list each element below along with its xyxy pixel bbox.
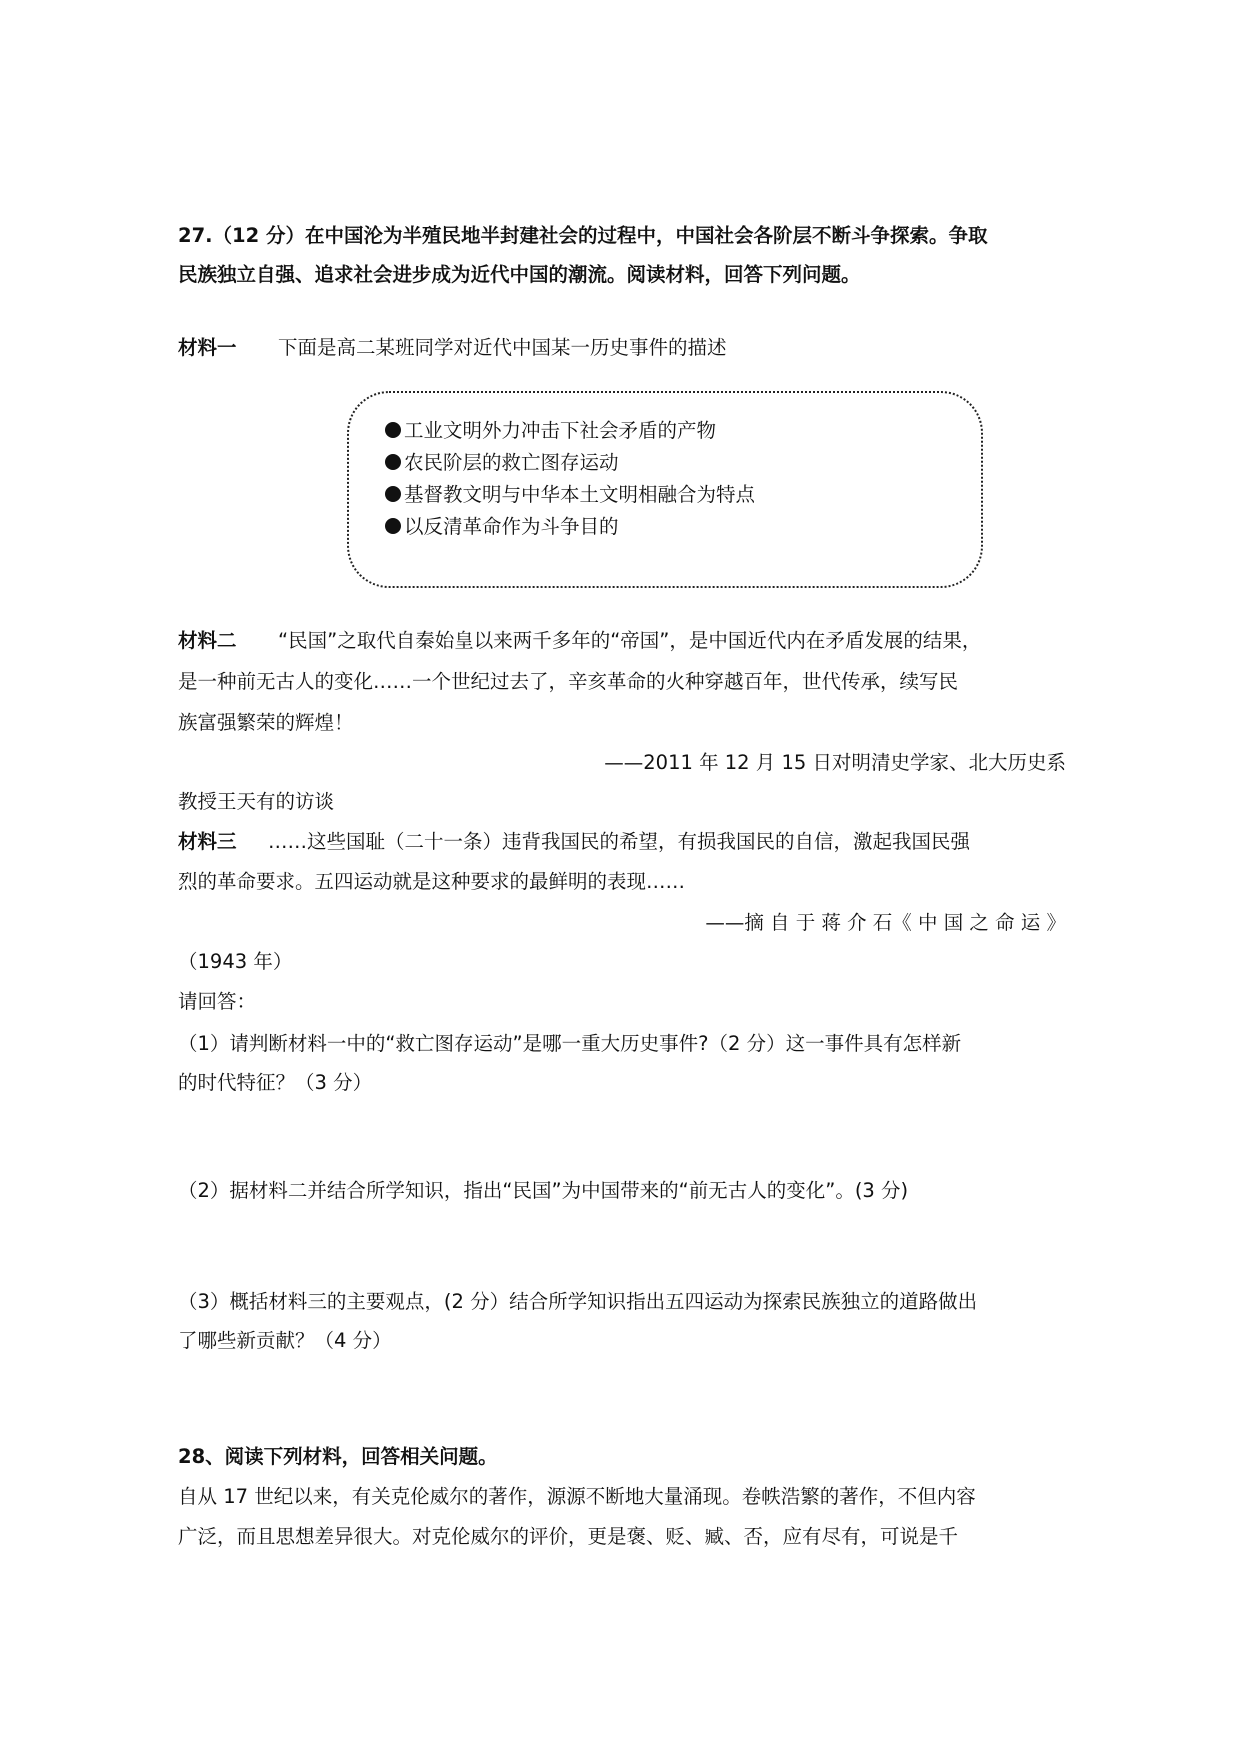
question-1-line1: （1）请判断材料一中的“救亡图存运动”是哪一重大历史事件?（2 分）这一事件具有怎样新 bbox=[178, 1032, 962, 1055]
material-1 bbox=[178, 336, 727, 360]
material-2-source-cont: 教授王天有的访谈 bbox=[178, 790, 335, 813]
material-1-label: 材料一 bbox=[178, 336, 237, 359]
question-3-line1: （3）概括材料三的主要观点，(2 分）结合所学知识指出五四运动为探索民族独立的道路做出 bbox=[178, 1290, 978, 1313]
bullet-dot-icon bbox=[385, 518, 401, 534]
material-3-source: ——摘 自 于 蒋 介 石《 中 国 之 命 运 》 bbox=[705, 911, 1066, 934]
material-3-line1: 材料三 ……这些国耻（二十一条）违背我国民的希望，有损我国民的自信，激起我国民强 bbox=[178, 830, 971, 853]
material-2-line2: 是一种前无古人的变化……一个世纪过去了，辛亥革命的火种穿越百年，世代传承，续写民 bbox=[178, 670, 959, 693]
material-1-text: 下面是高二某班同学对近代中国某一历史事件的描述 bbox=[278, 336, 727, 359]
bullet-dot-icon bbox=[385, 486, 401, 502]
bullet-dot-icon bbox=[385, 454, 401, 470]
question-1-line2: 的时代特征？（3 分） bbox=[178, 1071, 373, 1094]
material-2-source: ——2011 年 12 月 15 日对明清史学家、北大历史系 bbox=[604, 751, 1066, 774]
bullet-item: 工业文明外力冲击下社会矛盾的产物 bbox=[385, 419, 716, 443]
bullet-dot-icon bbox=[385, 422, 401, 438]
bullet-item: 基督教文明与中华本土文明相融合为特点 bbox=[385, 483, 755, 507]
material-3-label: 材料三 bbox=[178, 830, 237, 853]
material-3-source-cont: （1943 年） bbox=[178, 950, 293, 973]
bullet-item: 农民阶层的救亡图存运动 bbox=[385, 451, 619, 475]
material-2-line1: 材料二 “民国”之取代自秦始皇以来两千多年的“帝国”，是中国近代内在矛盾发展的结果， bbox=[178, 629, 982, 652]
material-2-line3: 族富强繁荣的辉煌！ bbox=[178, 711, 354, 734]
q28-line2: 广泛，而且思想差异很大。对克伦威尔的评价，更是褒、贬、臧、否，应有尽有，可说是千 bbox=[178, 1525, 959, 1548]
material-3-line2: 烈的革命要求。五四运动就是这种要求的最鲜明的表现…… bbox=[178, 870, 686, 893]
answer-prompt: 请回答： bbox=[178, 990, 257, 1013]
q27-intro-line2: 民族独立自强、追求社会进步成为近代中国的潮流。阅读材料，回答下列问题。 bbox=[178, 263, 861, 286]
q28-title: 28、阅读下列材料，回答相关问题。 bbox=[178, 1445, 498, 1468]
q28-line1: 自从 17 世纪以来，有关克伦威尔的著作，源源不断地大量涌现。卷帙浩繁的著作，不但内容 bbox=[178, 1485, 976, 1508]
bullet-item: 以反清革命作为斗争目的 bbox=[385, 515, 619, 539]
q27-intro-line1: 27.（12 分）在中国沦为半殖民地半封建社会的过程中，中国社会各阶层不断斗争探索。争取 bbox=[178, 224, 988, 247]
question-2: （2）据材料二并结合所学知识，指出“民国”为中国带来的“前无古人的变化”。(3 分) bbox=[178, 1179, 909, 1202]
question-3-line2: 了哪些新贡献？（4 分） bbox=[178, 1329, 392, 1352]
material-2-label: 材料二 bbox=[178, 629, 237, 652]
